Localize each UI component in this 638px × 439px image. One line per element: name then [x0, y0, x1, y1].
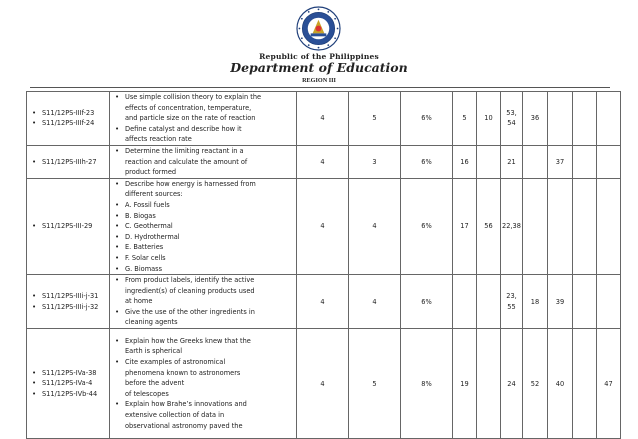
weight-cell: 8%	[401, 329, 453, 439]
competency-text-line: • Cite examples of astronomical	[125, 358, 226, 367]
energy-source-item: • F. Solar cells	[110, 253, 296, 264]
competency-text-line: and particle size on the rate of reaction	[125, 114, 256, 123]
item-number-cell: 37	[548, 145, 573, 178]
item-number-cell: 53, 54	[501, 92, 523, 146]
learning-competency	[110, 357, 296, 399]
competency-code: • S11/12PS-IIIf-23	[27, 108, 109, 119]
item-number-cell: 52	[523, 329, 548, 439]
hours-cell: 4	[349, 178, 401, 274]
learning-competency	[110, 146, 296, 178]
item-number-cell: 16	[453, 145, 477, 178]
item-number-cell	[597, 275, 621, 329]
energy-source-item: • E. Batteries	[110, 242, 296, 253]
item-number-cell	[597, 178, 621, 274]
item-number-cell: 21	[501, 145, 523, 178]
item-number-cell	[477, 145, 501, 178]
table-of-specifications	[26, 91, 621, 439]
item-number-cell	[573, 178, 597, 274]
competency-text-line: extensive collection of data in	[125, 411, 225, 420]
table-row	[27, 92, 621, 146]
competency-text-line: Earth is spherical	[125, 347, 183, 356]
learning-competencies-cell	[110, 329, 297, 439]
item-number-cell	[573, 275, 597, 329]
competency-text-line: of telescopes	[125, 389, 169, 398]
weight-cell: 6%	[401, 275, 453, 329]
competency-text-line: ingredient(s) of cleaning products used	[125, 286, 255, 295]
table-row	[27, 275, 621, 329]
table-row	[27, 145, 621, 178]
item-number-cell: 22,38	[501, 178, 523, 274]
weight-cell: 6%	[401, 178, 453, 274]
days-cell: 4	[297, 145, 349, 178]
item-number-cell	[477, 275, 501, 329]
competency-text-line: • Describe how energy is harnessed from	[125, 179, 256, 188]
item-number-cell: 19	[453, 329, 477, 439]
learning-competencies-cell	[110, 178, 297, 274]
competency-text-line: • Give the use of the other ingredients in	[125, 307, 255, 316]
item-number-cell: 40	[548, 329, 573, 439]
item-number-cell: 10	[477, 92, 501, 146]
competency-text-line: • Determine the limiting reactant in a	[125, 146, 244, 155]
competency-codes-cell	[27, 178, 110, 274]
item-number-cell: 24	[501, 329, 523, 439]
competency-code: • S11/12PS-IIIi-j-32	[27, 302, 109, 313]
learning-competency	[110, 307, 296, 328]
days-cell: 4	[297, 329, 349, 439]
item-number-cell	[597, 92, 621, 146]
energy-source-item: • D. Hydrothermal	[110, 232, 296, 243]
republic-heading: Republic of the Philippines	[259, 52, 379, 61]
deped-seal-icon	[296, 6, 341, 51]
learning-competency	[110, 275, 296, 307]
competency-text-line: • Explain how the Greeks knew that the	[125, 336, 251, 345]
weight-cell: 6%	[401, 92, 453, 146]
item-number-cell	[573, 329, 597, 439]
competency-text-line: • Define catalyst and describe how it	[125, 124, 242, 133]
item-number-cell	[548, 178, 573, 274]
competency-code: • S11/12PS-IIIh-27	[27, 157, 109, 168]
item-number-cell	[523, 178, 548, 274]
department-heading: Department of Education	[230, 60, 408, 75]
item-number-cell	[453, 275, 477, 329]
competency-code: • S11/12PS-IVa-38	[27, 368, 109, 379]
competency-text-line: • Explain how Brahe’s innovations and	[125, 400, 247, 409]
competency-codes-cell	[27, 275, 110, 329]
item-number-cell: 36	[523, 92, 548, 146]
competency-text-line: • Use simple collision theory to explain the	[125, 93, 262, 101]
item-number-cell: 47	[597, 329, 621, 439]
competency-text-line: before the advent	[125, 379, 185, 388]
energy-sources-list	[110, 200, 296, 274]
competency-text-line: cleaning agents	[125, 318, 178, 327]
weight-cell: 6%	[401, 145, 453, 178]
region-heading: REGION III	[302, 77, 336, 84]
item-number-cell: 56	[477, 178, 501, 274]
energy-source-item: • A. Fossil fuels	[110, 200, 296, 211]
item-number-cell: 17	[453, 178, 477, 274]
competency-codes-cell	[27, 92, 110, 146]
energy-source-item: • C. Geothermal	[110, 221, 296, 232]
competency-text-line: observational astronomy paved the	[125, 421, 243, 430]
item-number-cell	[573, 92, 597, 146]
learning-competency	[110, 92, 296, 124]
hours-cell: 5	[349, 329, 401, 439]
table-row	[27, 329, 621, 439]
competency-text-line: reaction and calculate the amount of	[125, 157, 248, 166]
competency-code: • S11/12PS-IVa-4	[27, 378, 109, 389]
competency-codes-cell	[27, 145, 110, 178]
item-number-cell	[573, 145, 597, 178]
learning-competencies-cell	[110, 275, 297, 329]
competency-code: • S11/12PS-IVb-44	[27, 389, 109, 400]
energy-source-item: • G. Biomass	[110, 264, 296, 275]
learning-competency	[110, 179, 296, 200]
days-cell: 4	[297, 92, 349, 146]
competency-text-line: at home	[125, 297, 153, 306]
item-number-cell: 39	[548, 275, 573, 329]
item-number-cell	[477, 329, 501, 439]
competency-code: • S11/12PS-IIIi-j-31	[27, 291, 109, 302]
item-number-cell: 5	[453, 92, 477, 146]
hours-cell: 5	[349, 92, 401, 146]
energy-source-item: • B. Biogas	[110, 211, 296, 222]
table-row	[27, 178, 621, 274]
learning-competencies-cell	[110, 145, 297, 178]
competency-codes-cell	[27, 329, 110, 439]
competency-code: • S11/12PS-IIIf-24	[27, 118, 109, 129]
item-number-cell	[523, 145, 548, 178]
competency-text-line: product formed	[125, 168, 177, 177]
competency-code: • S11/12PS-III-29	[27, 221, 109, 232]
learning-competency	[110, 124, 296, 145]
hours-cell: 3	[349, 145, 401, 178]
item-number-cell	[597, 145, 621, 178]
days-cell: 4	[297, 275, 349, 329]
learning-competencies-cell	[110, 92, 297, 146]
competency-text-line: phenomena known to astronomers	[125, 368, 241, 377]
item-number-cell: 23, 55	[501, 275, 523, 329]
header-divider	[30, 87, 610, 88]
competency-text-line: effects of concentration, temperature,	[125, 103, 252, 112]
item-number-cell	[548, 92, 573, 146]
hours-cell: 4	[349, 275, 401, 329]
days-cell: 4	[297, 178, 349, 274]
competency-text-line: • From product labels, identify the active	[125, 276, 255, 285]
learning-competency	[110, 336, 296, 357]
competency-text-line: different sources:	[125, 190, 183, 199]
item-number-cell: 18	[523, 275, 548, 329]
competency-text-line: affects reaction rate	[125, 135, 192, 144]
learning-competency	[110, 399, 296, 431]
